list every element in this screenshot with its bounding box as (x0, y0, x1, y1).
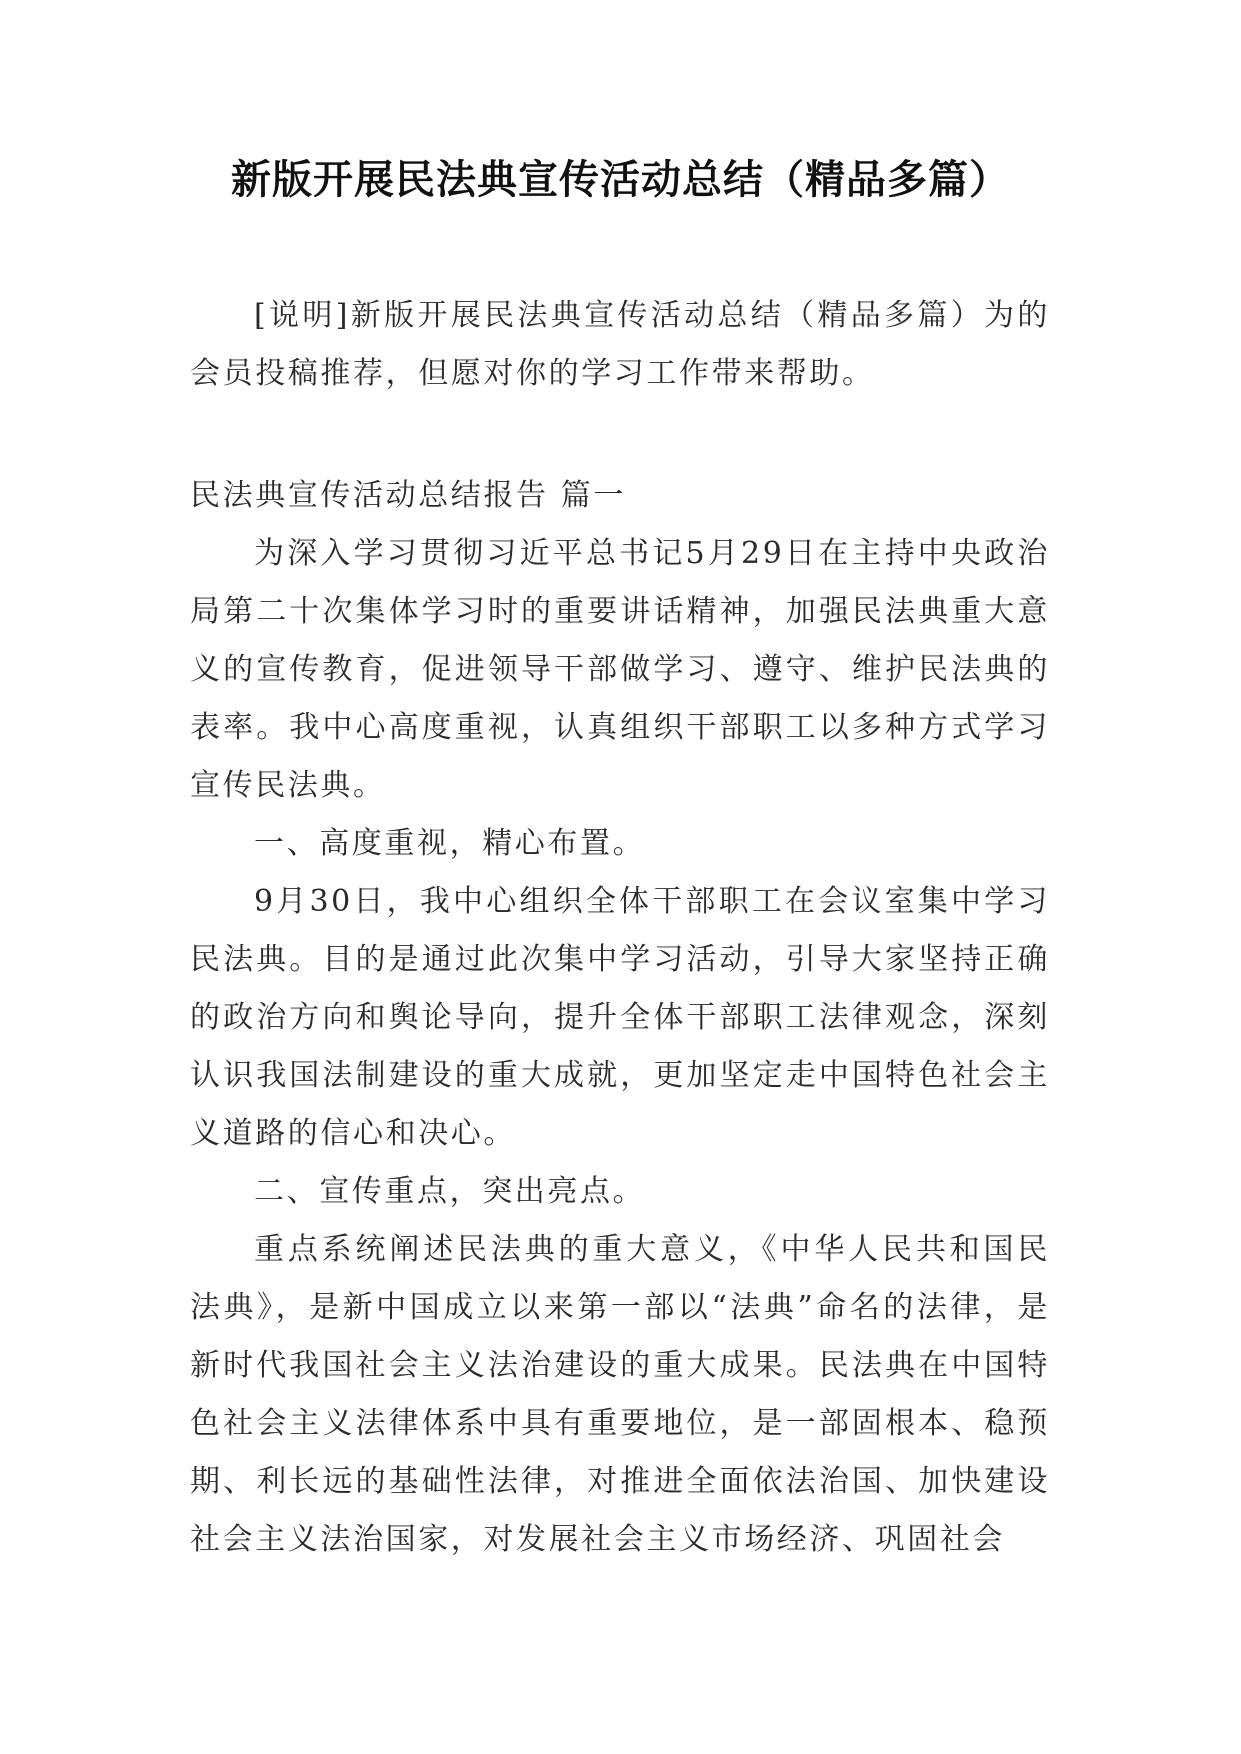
section-heading-2: 二、宣传重点，突出亮点。 (254, 1174, 646, 1209)
body-paragraph: 重点系统阐述民法典的重大意义，《中华人民共和国民法典》，是新中国成立以来第一部以“法典”命名的法律，是新时代我国社会主义法治建设的重大成果。民法典在中国特色社会主义法律体系中具有重要地位，是一部固根本、稳预期、利长远的基础性法律，对推进全面依法治国、加快建设社会主义法治国家，对发展社会主义市场经济、巩固社会 (190, 1232, 1050, 1557)
note-block (190, 287, 1050, 403)
section-title: 民法典宣传活动总结报告 篇一 (190, 478, 626, 513)
body-paragraph: 为深入学习贯彻习近平总书记5月29日在主持中央政治局第二十次集体学习时的重要讲话精神，加强民法典重大意义的宣传教育，促进领导干部做学习、遵守、维护民法典的表率。我中心高度重视，认真组织干部职工以多种方式学习宣传民法典。 (190, 536, 1050, 803)
note-paragraph: [说明]新版开展民法典宣传活动总结（精品多篇）为的会员投稿推荐，但愿对你的学习工作带来帮助。 (190, 298, 1050, 391)
document-title: 新版开展民法典宣传活动总结（精品多篇） (231, 157, 1010, 203)
section-heading-1: 一、高度重视，精心布置。 (254, 826, 646, 861)
body-paragraph: 9月30日，我中心组织全体干部职工在会议室集中学习民法典。目的是通过此次集中学习活动，引导大家坚持正确的政治方向和舆论导向，提升全体干部职工法律观念，深刻认识我国法制建设的重大成就，更加坚定走中国特色社会主义道路的信心和决心。 (190, 884, 1050, 1151)
body-block (190, 467, 1050, 1569)
